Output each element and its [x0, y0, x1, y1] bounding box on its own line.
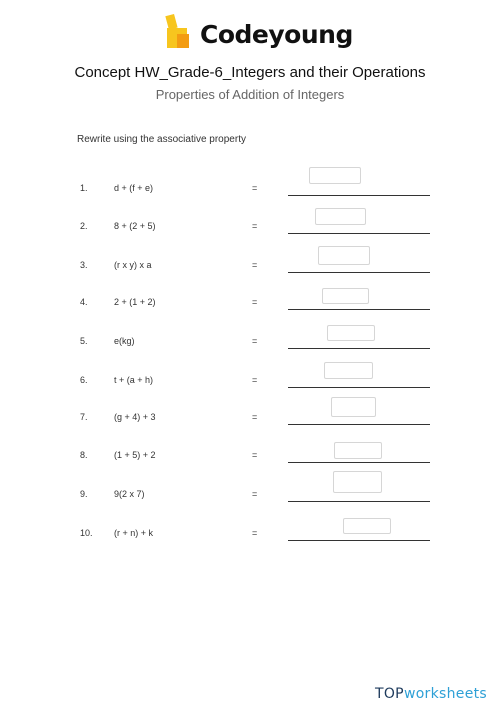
question-row — [0, 375, 500, 395]
topworksheets-logo — [375, 686, 487, 702]
question-expression: d + (f + e) — [114, 183, 154, 193]
worksheet-subtitle: Properties of Addition of Integers — [155, 87, 345, 102]
question-number: 1. — [80, 183, 88, 193]
equals-sign: = — [252, 260, 258, 270]
question-row — [0, 336, 500, 356]
question-expression: (g + 4) + 3 — [114, 412, 156, 422]
footer-worksheets-text: worksheets — [403, 686, 487, 702]
answer-input[interactable] — [327, 325, 375, 341]
question-row — [0, 412, 500, 432]
question-expression: t + (a + h) — [114, 375, 154, 385]
answer-input[interactable] — [322, 288, 369, 304]
question-row — [0, 183, 500, 203]
answer-input[interactable] — [318, 246, 370, 265]
equals-sign: = — [252, 528, 258, 538]
answer-underline — [288, 309, 430, 310]
brand-name: Codeyoung — [200, 20, 353, 49]
answer-underline — [288, 387, 430, 388]
equals-sign: = — [252, 412, 258, 422]
question-row — [0, 221, 500, 241]
instruction-text: Rewrite using the associative property — [77, 134, 246, 145]
question-row — [0, 489, 500, 509]
question-number: 10. — [80, 528, 93, 538]
answer-input[interactable] — [331, 397, 376, 417]
question-expression: e(kg) — [114, 336, 135, 346]
answer-underline — [288, 540, 430, 541]
question-expression: (r + n) + k — [114, 528, 154, 538]
question-number: 7. — [80, 412, 88, 422]
question-number: 6. — [80, 375, 88, 385]
equals-sign: = — [252, 375, 258, 385]
footer-top-text: TOP — [375, 686, 404, 702]
equals-sign: = — [252, 297, 258, 307]
answer-underline — [288, 348, 430, 349]
question-expression: (r x y) x a — [114, 260, 152, 270]
question-expression: (1 + 5) + 2 — [114, 450, 156, 460]
question-number: 3. — [80, 260, 88, 270]
question-expression: 9(2 x 7) — [114, 489, 145, 499]
equals-sign: = — [252, 183, 258, 193]
answer-input[interactable] — [334, 442, 382, 459]
answer-input[interactable] — [315, 208, 366, 225]
answer-underline — [288, 233, 430, 234]
question-row — [0, 450, 500, 470]
question-row — [0, 260, 500, 280]
answer-underline — [288, 424, 430, 425]
question-row — [0, 528, 500, 548]
question-number: 5. — [80, 336, 88, 346]
equals-sign: = — [252, 489, 258, 499]
question-expression: 8 + (2 + 5) — [114, 221, 156, 231]
equals-sign: = — [252, 450, 258, 460]
worksheet-title: Concept HW_Grade-6_Integers and their Operations — [74, 64, 426, 81]
answer-input[interactable] — [333, 471, 382, 493]
equals-sign: = — [252, 336, 258, 346]
codeyoung-logo — [165, 12, 353, 54]
equals-sign: = — [252, 221, 258, 231]
question-row — [0, 297, 500, 317]
answer-underline — [288, 501, 430, 502]
answer-underline — [288, 462, 430, 463]
answer-underline — [288, 272, 430, 273]
question-number: 4. — [80, 297, 88, 307]
answer-input[interactable] — [324, 362, 373, 379]
question-number: 8. — [80, 450, 88, 460]
answer-input[interactable] — [343, 518, 391, 534]
answer-underline — [288, 195, 430, 196]
question-number: 9. — [80, 489, 88, 499]
codeyoung-logo-icon — [165, 12, 195, 52]
answer-input[interactable] — [309, 167, 361, 184]
question-expression: 2 + (1 + 2) — [114, 297, 156, 307]
question-number: 2. — [80, 221, 88, 231]
